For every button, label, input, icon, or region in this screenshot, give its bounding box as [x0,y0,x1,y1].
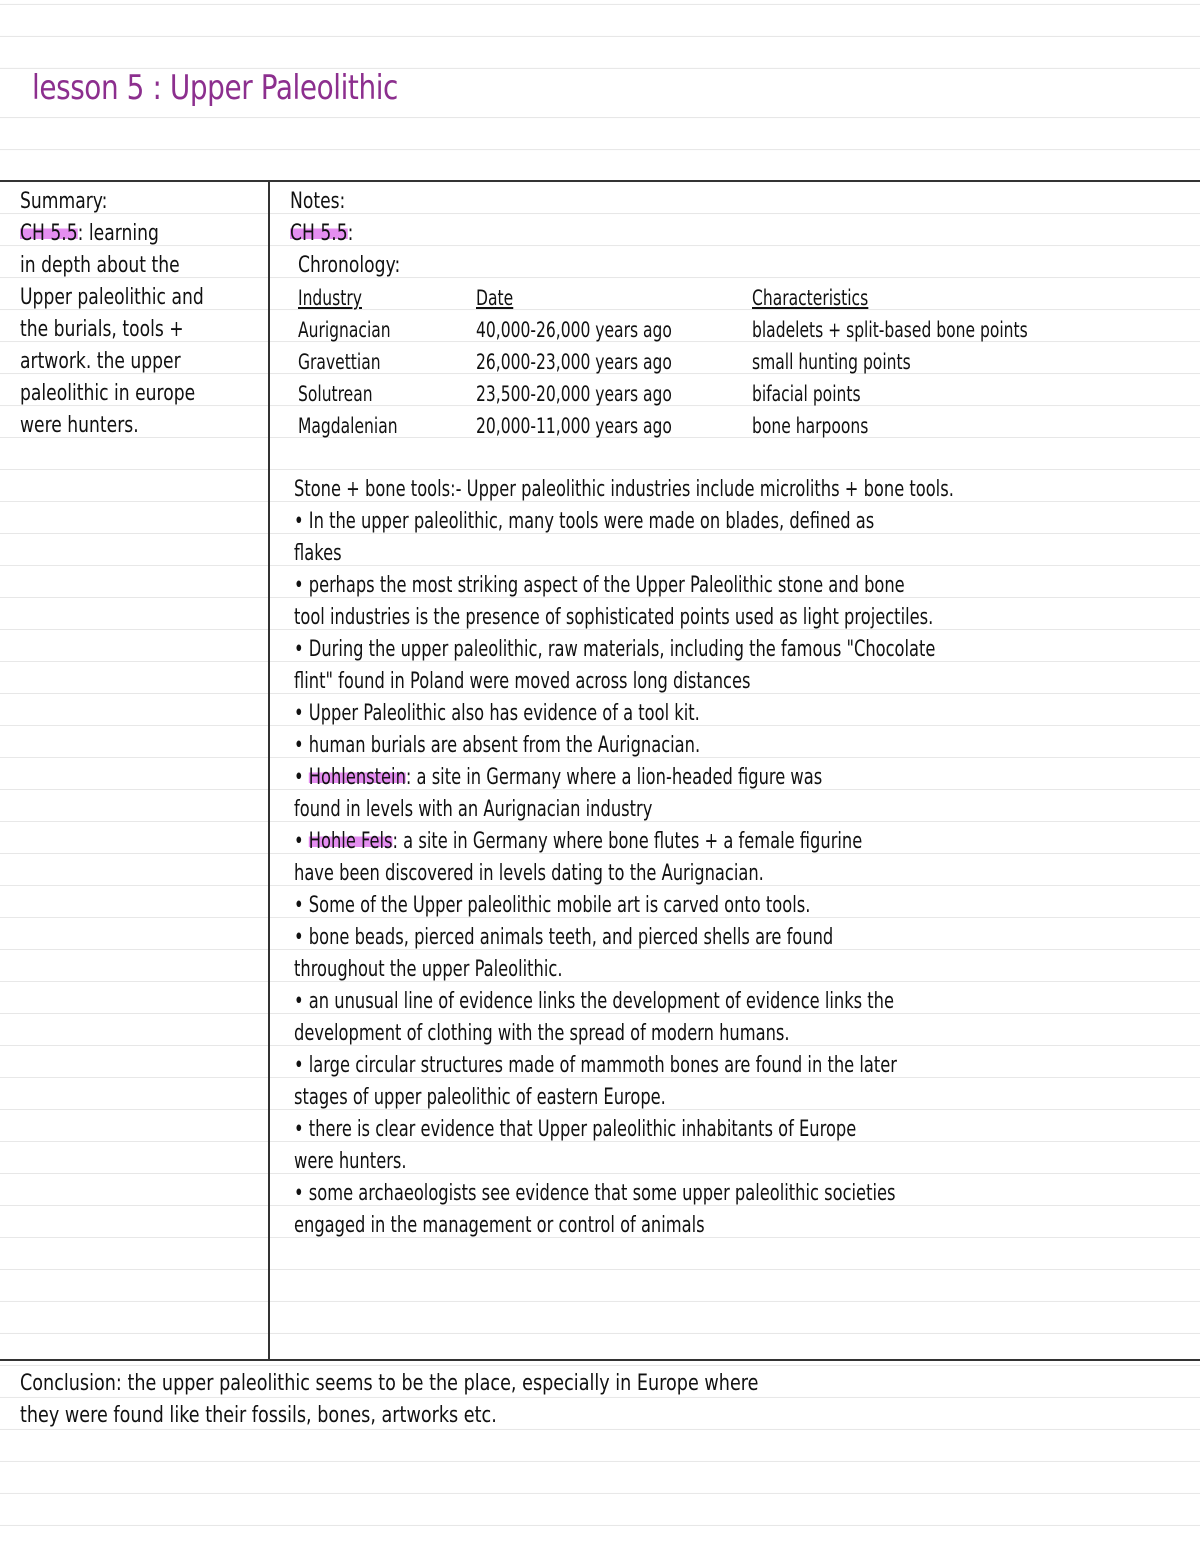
notes-line: • bone beads, pierced animals teeth, and pierced shells are found [294,925,834,950]
notes-line-text: : a site in Germany where bone flutes + a female figurine [392,829,863,854]
notes-line: • Upper Paleolithic also has evidence of a tool kit. [294,701,700,726]
header-industry: Industry [298,286,362,310]
notes-body [294,474,1186,1242]
notes-line: development of clothing with the spread of modern humans. [294,1021,790,1046]
column-divider-line [268,180,270,1360]
notes-line: have been discovered in levels dating to the Aurignacian. [294,861,764,886]
table-row [298,346,1152,378]
conclusion-line: Conclusion: the upper paleolithic seems to be the place, especially in Europe where [20,1371,759,1396]
top-divider-line [0,180,1200,182]
notes-line: stages of upper paleolithic of eastern Europe. [294,1085,666,1110]
notes-line: throughout the upper Paleolithic. [294,957,563,982]
notes-chapter-line [290,218,353,250]
summary-line-text: : learning [77,221,159,246]
summary-line: artwork. the upper [20,349,181,374]
notes-chapter-highlight: CH 5.5 [290,221,348,246]
notes-line: • some archaeologists see evidence that some upper paleolithic societies [294,1181,896,1206]
industry-cell: Solutrean [298,382,373,406]
chronology-table [298,282,1152,442]
date-cell: 26,000-23,000 years ago [476,350,672,374]
notes-line: tool industries is the presence of sophisticated points used as light projectiles. [294,605,934,630]
characteristics-cell: bone harpoons [752,414,869,438]
industry-cell: Magdalenian [298,414,398,438]
notes-line: • human burials are absent from the Aurignacian. [294,733,701,758]
date-cell: 40,000-26,000 years ago [476,318,672,342]
summary-chapter-highlight: CH 5.5 [20,221,78,246]
notes-line: • In the upper paleolithic, many tools were made on blades, defined as [294,509,875,534]
notes-line: flakes [294,541,342,566]
notes-heading: Notes: [290,189,346,214]
summary-line [20,218,204,250]
summary-column [20,186,256,442]
notes-line: found in levels with an Aurignacian industry [294,797,653,822]
notes-line: • large circular structures made of mammoth bones are found in the later [294,1053,897,1078]
notes-line: • Some of the Upper paleolithic mobile art is carved onto tools. [294,893,811,918]
conclusion-line: they were found like their fossils, bones, artworks etc. [20,1403,497,1428]
summary-line: were hunters. [20,413,139,438]
notes-line: were hunters. [294,1149,407,1174]
notes-line: • Hohle Fels: a site in Germany where bone flutes + a female figurine [294,829,863,854]
summary-line: Upper paleolithic and [20,285,204,310]
lesson-title: lesson 5 : Upper Paleolithic [32,68,398,108]
notes-line: • perhaps the most striking aspect of the Upper Paleolithic stone and bone [294,573,905,598]
chronology-heading-wrap [298,250,429,282]
notes-line: • there is clear evidence that Upper paleolithic inhabitants of Europe [294,1117,857,1142]
notes-line: engaged in the management or control of animals [294,1213,705,1238]
notes-line: • During the upper paleolithic, raw materials, including the famous "Chocolate [294,637,936,662]
notes-line: flint" found in Poland were moved across long distances [294,669,751,694]
table-row [298,378,1152,410]
bottom-divider-line [0,1359,1200,1361]
characteristics-cell: small hunting points [752,350,911,374]
table-row [298,410,1152,442]
industry-cell: Aurignacian [298,318,391,342]
summary-line: the burials, tools + [20,317,184,342]
chronology-header-row [298,282,1152,314]
table-row [298,314,1152,346]
characteristics-cell: bladelets + split-based bone points [752,318,1028,342]
header-characteristics: Characteristics [752,286,869,310]
notes-line-text: : a site in Germany where a lion-headed figure was [405,765,823,790]
summary-heading: Summary: [20,189,108,214]
summary-line: in depth about the [20,253,180,278]
industry-cell: Gravettian [298,350,381,374]
characteristics-cell: bifacial points [752,382,861,406]
header-date: Date [476,286,514,310]
chronology-heading: Chronology: [298,253,401,278]
notes-header [290,186,371,250]
notes-line: Stone + bone tools:- Upper paleolithic industries include microliths + bone tools. [294,477,954,502]
notes-chapter-suffix: : [347,221,354,246]
summary-line: paleolithic in europe [20,381,196,406]
date-cell: 20,000-11,000 years ago [476,414,672,438]
date-cell: 23,500-20,000 years ago [476,382,672,406]
notes-line: • Hohlenstein: a site in Germany where a lion-headed figure was [294,765,823,790]
notes-line: • an unusual line of evidence links the development of evidence links the [294,989,895,1014]
hohlenstein-highlight: Hohlenstein [308,765,406,790]
hohle-fels-highlight: Hohle Fels [308,829,393,854]
conclusion-section [20,1368,943,1432]
